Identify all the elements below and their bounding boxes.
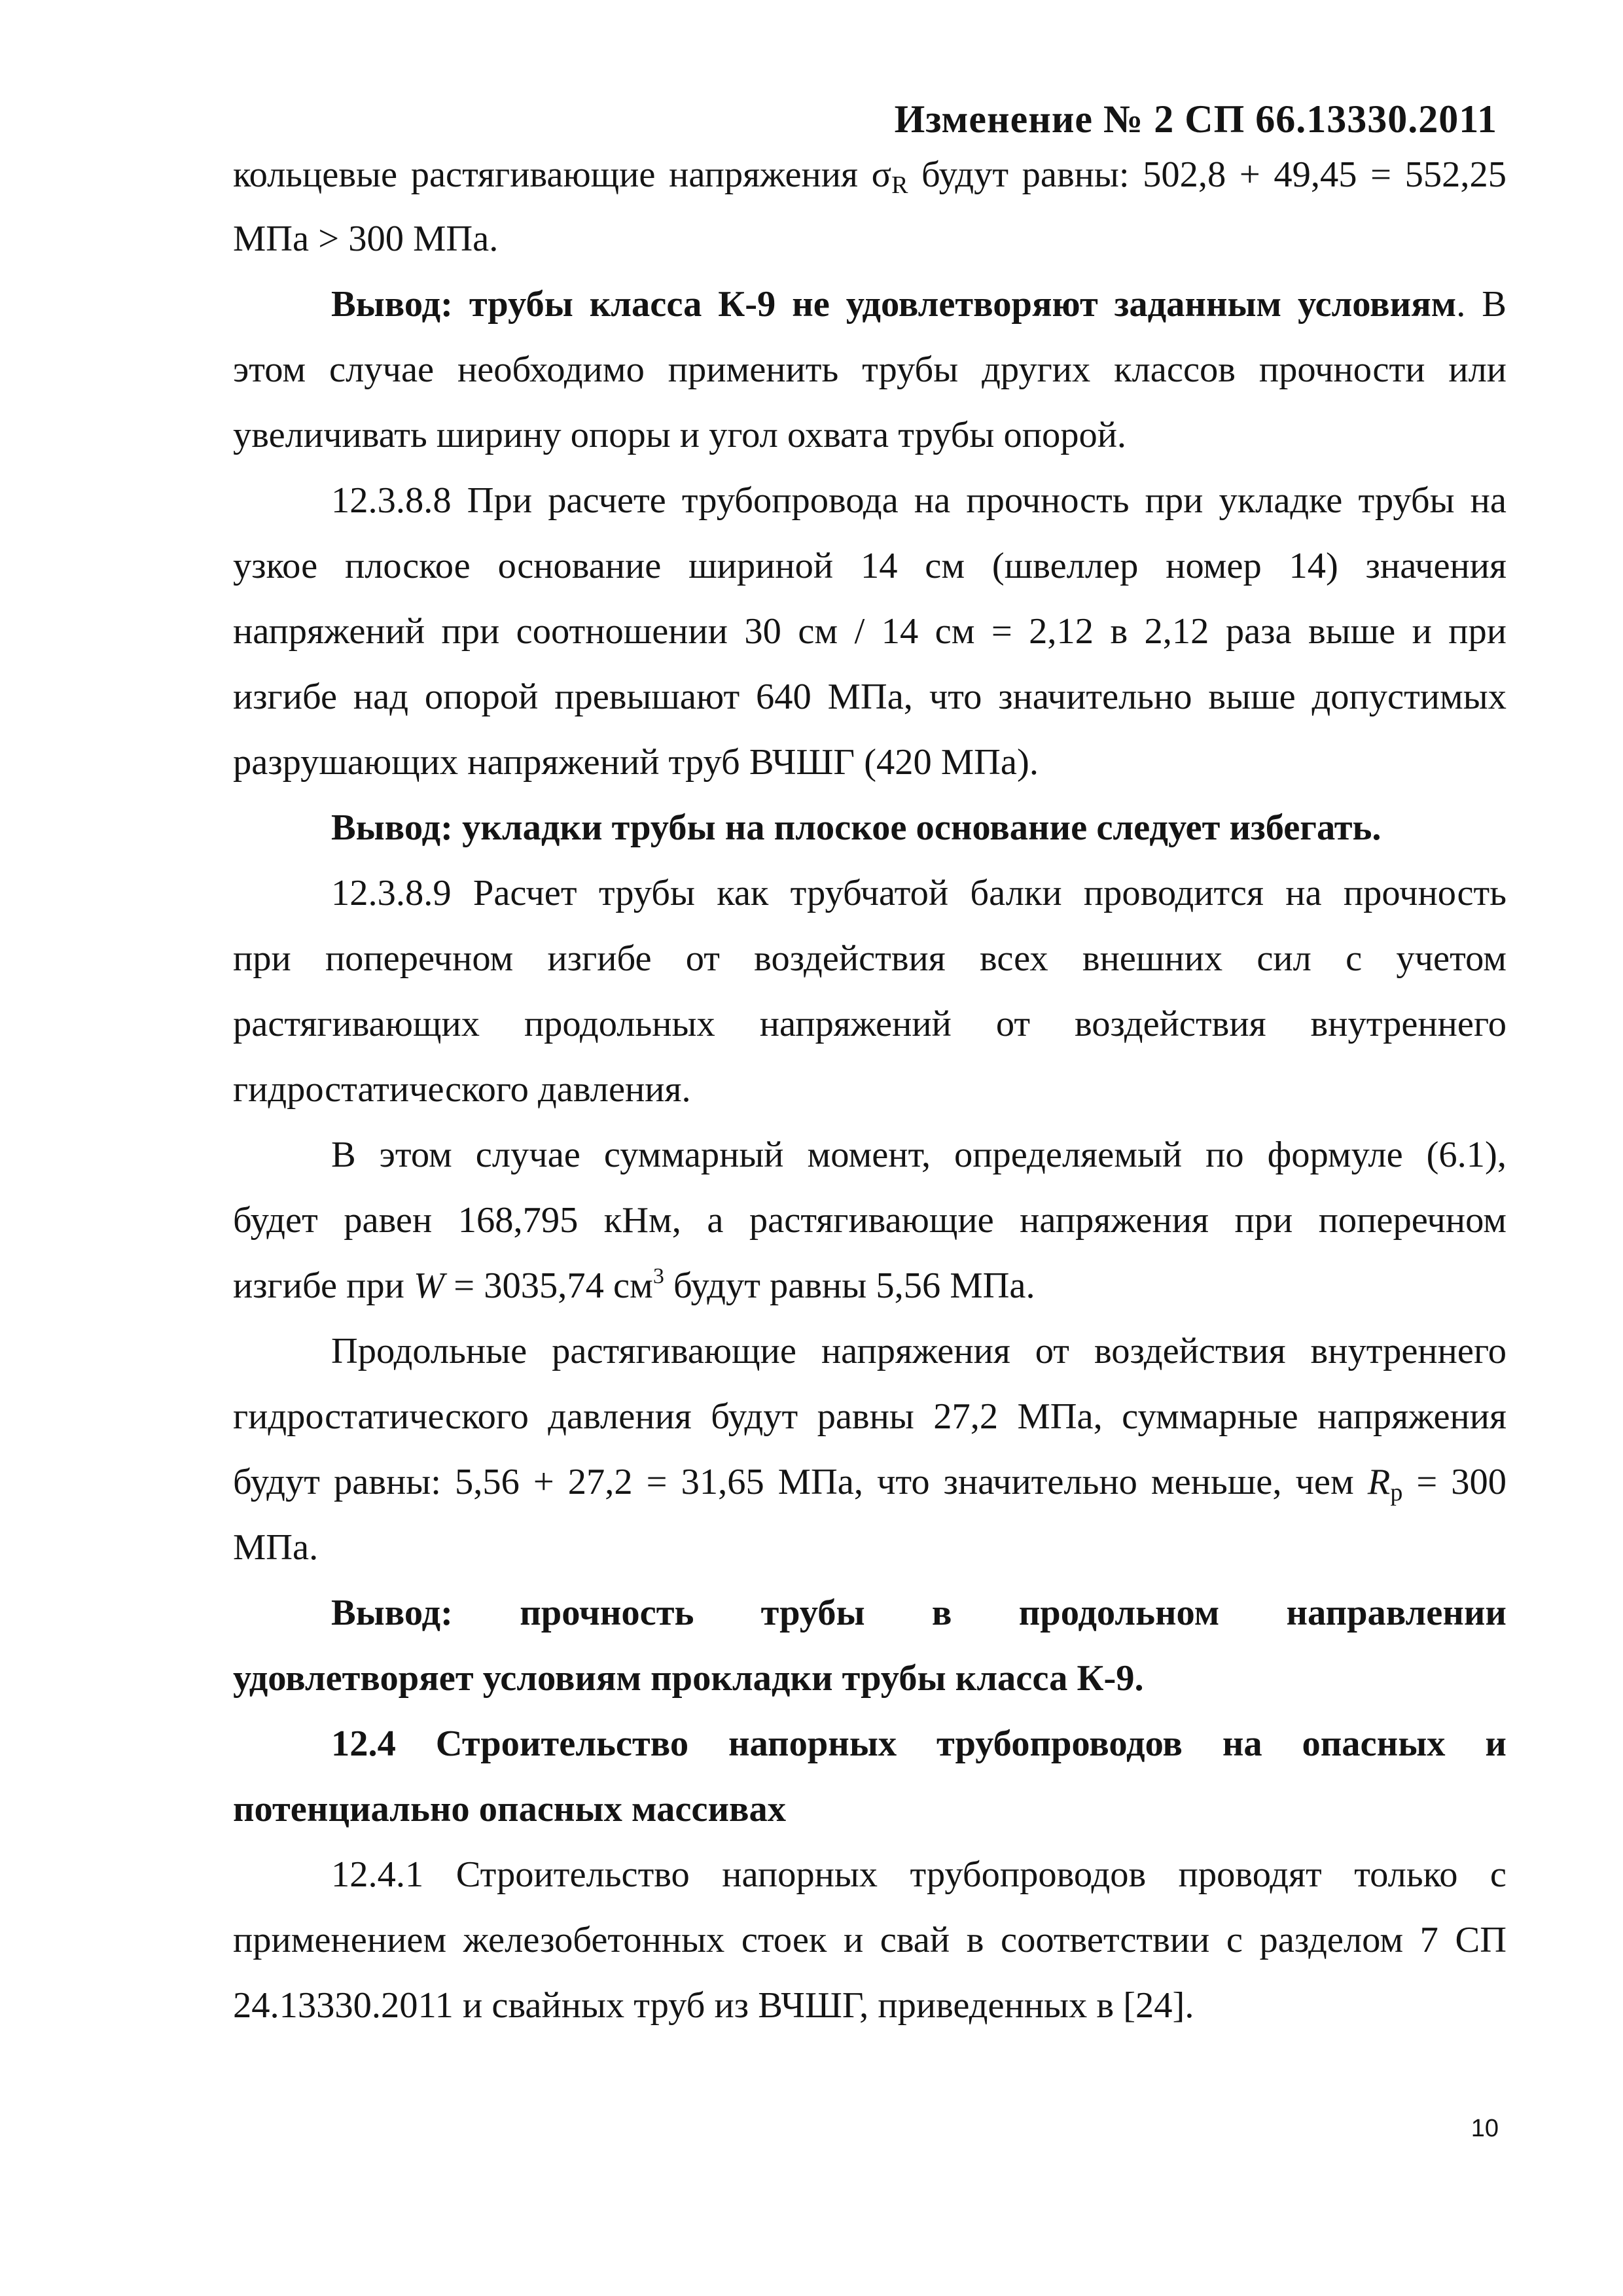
text-run: будут равны: 5,56 + 27,2 = 31,65 МПа, что значительно меньше, чем: [233, 1462, 1368, 1502]
text-line: будет равен 168,795 кНм, а растягивающие напряжения при поперечном: [233, 1200, 1507, 1241]
conclusion-line: удовлетворяет условиям прокладки трубы класса К-9.: [233, 1658, 1144, 1699]
text-run: . В: [1456, 284, 1507, 325]
text-line: 12.4.1 Строительство напорных трубопроводов проводят только с: [331, 1854, 1507, 1895]
text-run: будут равны 5,56 МПа.: [664, 1265, 1035, 1306]
conclusion-bold: Вывод: трубы класса К-9 не удовлетворяют заданным условиям: [331, 284, 1457, 325]
conclusion-line: Вывод: прочность трубы в продольном направлении: [331, 1593, 1507, 1633]
text-line: МПа > 300 МПа.: [233, 219, 499, 259]
text-line: узкое плоское основание шириной 14 см (швеллер номер 14) значения: [233, 546, 1507, 586]
text-run: кольцевые растягивающие напряжения σ: [233, 154, 892, 195]
superscript: 3: [652, 1264, 664, 1288]
page-header: Изменение № 2 СП 66.13330.2011: [894, 97, 1497, 141]
text-line: растягивающих продольных напряжений от воздействия внутреннего: [233, 1004, 1507, 1044]
text-run: = 300: [1402, 1462, 1507, 1502]
text-line: Продольные растягивающие напряжения от воздействия внутреннего: [331, 1331, 1507, 1371]
conclusion-line: Вывод: укладки трубы на плоское основание следует избегать.: [331, 807, 1382, 848]
text-line: 24.13330.2011 и свайных труб из ВЧШГ, приведенных в [24].: [233, 1985, 1194, 2026]
formula-variable: R: [1367, 1462, 1391, 1502]
text-line: изгибе над опорой превышают 640 МПа, что значительно выше допустимых: [233, 677, 1507, 717]
text-line: [233, 154, 1507, 198]
text-run: = 3035,74 см: [444, 1265, 653, 1306]
section-heading: потенциально опасных массивах: [233, 1789, 787, 1829]
subscript: р: [1390, 1479, 1403, 1506]
formula-variable: W: [414, 1265, 445, 1306]
subscript: R: [891, 171, 908, 199]
text-line: при поперечном изгибе от воздействия всех внешних сил с учетом: [233, 938, 1507, 979]
text-line: В этом случае суммарный момент, определяемый по формуле (6.1),: [331, 1135, 1507, 1175]
text-line: гидростатического давления будут равны 27,2 МПа, суммарные напряжения: [233, 1396, 1507, 1437]
text-line: 12.3.8.9 Расчет трубы как трубчатой балки проводится на прочность: [331, 873, 1507, 913]
text-line: [331, 284, 1507, 327]
text-line: применением железобетонных стоек и свай в соответствии с разделом 7 СП: [233, 1920, 1507, 1960]
text-line: гидростатического давления.: [233, 1069, 691, 1110]
text-run: будут равны: 502,8 + 49,45 = 552,25: [908, 154, 1507, 195]
text-line: [233, 1265, 1507, 1309]
page-number: 10: [1471, 2115, 1499, 2142]
text-line: [233, 1462, 1507, 1505]
text-line: увеличивать ширину опоры и угол охвата трубы опорой.: [233, 415, 1127, 455]
text-line: этом случае необходимо применить трубы других классов прочности или: [233, 349, 1507, 390]
text-run: изгибе при: [233, 1265, 414, 1306]
text-line: разрушающих напряжений труб ВЧШГ (420 МПа).: [233, 742, 1039, 783]
text-line: 12.3.8.8 При расчете трубопровода на прочность при укладке трубы на: [331, 480, 1507, 521]
text-line: напряжений при соотношении 30 см / 14 см = 2,12 в 2,12 раза выше и при: [233, 611, 1507, 652]
section-heading: 12.4 Строительство напорных трубопроводов на опасных и: [331, 1723, 1507, 1764]
text-line: МПа.: [233, 1527, 319, 1568]
